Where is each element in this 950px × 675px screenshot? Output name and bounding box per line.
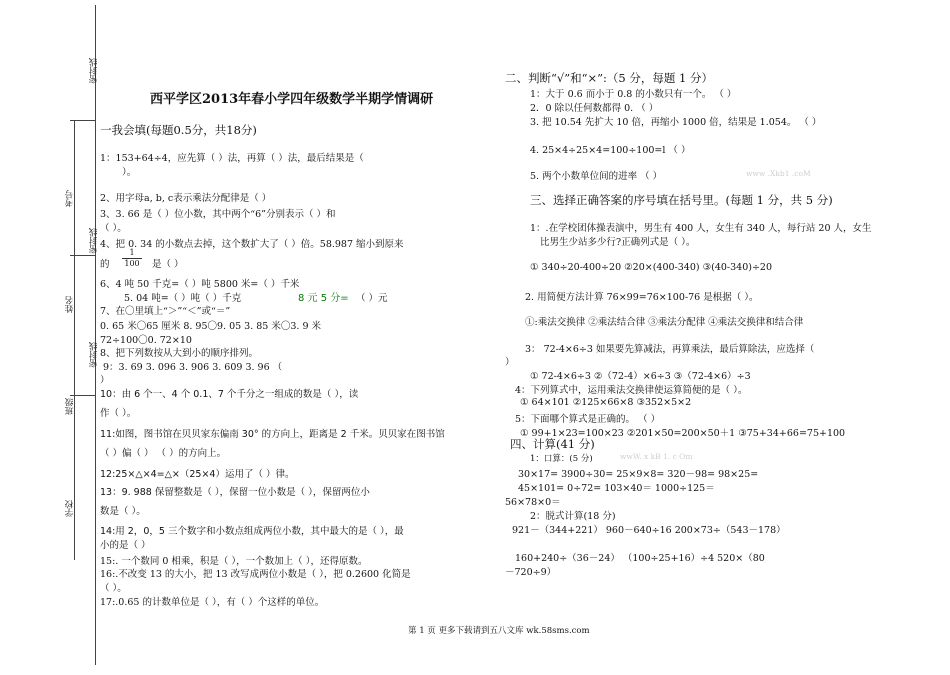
question-line: 14:用 2，0，5 三个数字和小数点组成两位小数，其中最大的是（ ），最: [100, 526, 404, 537]
judge-item: 3. 把 10.54 先扩大 10 倍，再缩小 1000 倍，结果是 1.054。 （ ）: [530, 117, 822, 128]
judge-item: 1：大于 0.6 而小于 0.8 的小数只有一个。 （ ）: [530, 89, 737, 100]
fraction-numerator: 1: [129, 248, 135, 257]
step-calc-row: －720÷9）: [505, 567, 557, 578]
page-title: 西平学区2013年春小学四年级数学半期学情调研: [150, 92, 434, 107]
question-line: 的: [100, 259, 110, 270]
choose-line: 1：.在学校团体操表演中，男生有 400 人，女生有 340 人，每行站 20 人，女生: [530, 223, 872, 234]
choose-line: 4：下列算式中，运用乘法交换律使运算简便的是（ ）。: [515, 385, 748, 396]
margin-label-name: 姓名: [65, 296, 75, 313]
watermark: www .Xkb1 .coM: [746, 169, 811, 178]
choose-line: 比男生少站多少行?正确列式是（ ）。: [540, 237, 696, 248]
margin-label-school: 学校: [65, 500, 75, 517]
question-line: 2、用字母a, b, c表示乘法分配律是（ ）: [100, 193, 272, 204]
question-line: 4、把 0. 34 的小数点去掉，这个数扩大了（ ）倍。58.987 缩小到原来: [100, 239, 404, 250]
choose-line: ① 72-4×6÷3 ②（72-4）×6÷3 ③（72-4×6）÷3: [530, 371, 751, 382]
choose-line: ①:乘法交换律 ②乘法结合律 ③乘法分配律 ④乘法交换律和结合律: [525, 317, 804, 328]
step-calc-row: 160+240÷（36－24） （100÷25+16）÷4 520×（80: [515, 553, 765, 564]
question-line: 6、4 吨 50 千克=（ ）吨 5800 米=（ ）千米: [100, 279, 300, 290]
question-line: 9：3. 69 3. 096 3. 906 3. 609 3. 96 （: [103, 362, 283, 373]
question-line: 15:. 一个数同 0 相乘，积是（ ），一个数加上（ ），还得原数。: [100, 556, 368, 567]
question-line: 3、3. 66 是（ ）位小数，其中两个“6”分别表示（ ）和: [100, 209, 336, 220]
oral-calc-row: 30×17= 3900÷30= 25×9×8= 320－98= 98×25=: [518, 469, 759, 480]
question-line: （ ）偏（ ） （ ）的方向上。: [100, 448, 227, 459]
margin-label-seal: 密封线: [89, 58, 99, 84]
choose-line: 3： 72-4×6÷3 如果要先算减法，再算乘法，最后算除法，应选择（: [525, 344, 815, 355]
question-line: （ ）元: [356, 293, 388, 304]
question-line: （ ）。: [100, 223, 127, 234]
section-2-heading: 二、判断“√”和“×”:（5 分，每题 1 分）: [505, 71, 713, 85]
margin-label-seal: 密封线: [89, 228, 99, 254]
choose-line: ① 340÷20-400÷20 ②20×(400-340) ③(40-340)÷20: [530, 262, 773, 273]
binding-line-outer: [95, 5, 96, 665]
choose-line: 2. 用简便方法计算 76×99=76×100-76 是根据（ ）。: [525, 292, 759, 303]
margin-tick: [70, 120, 95, 121]
section-3-heading: 三、选择正确答案的序号填在括号里。(每题 1 分，共 5 分): [530, 193, 833, 207]
watermark: wwW. x kB 1. c Om: [620, 452, 693, 461]
question-line: 16:.不改变 13 的大小，把 13 改写成两位小数是（ ），把 0.2600 化简是: [100, 569, 411, 580]
question-line: 作（ ）。: [100, 408, 137, 419]
choose-line: ① 99+1×23=100×23 ②201×50=200×50＋1 ③75+34+66=75+100: [520, 428, 846, 439]
question-line: 8 元 5 分=: [298, 293, 349, 304]
margin-label-seal: 密封线: [89, 342, 99, 368]
margin-tick: [70, 395, 95, 396]
question-line: 10：由 6 个一、4 个 0.1、7 个千分之一组成的数是（ ），读: [100, 389, 359, 400]
question-line: 1：153+64÷4，应先算（ ）法，再算（ ）法，最后结果是（: [100, 153, 364, 164]
question-line: ）。: [122, 167, 137, 178]
judge-item: 2．0 除以任何数都得 0. （ ）: [530, 103, 659, 114]
question-line: ）: [100, 375, 110, 386]
margin-label-exam-no: 考号: [65, 190, 75, 207]
margin-label-class: 班级: [65, 398, 75, 415]
question-line: 11:如图，图书馆在贝贝家东偏南 30° 的方向上，距离是 2 千米。贝贝家在图书馆: [100, 429, 445, 440]
choose-line: ① 64×101 ②125×66×8 ③352×5×2: [520, 397, 692, 408]
question-line: 8、把下列数按从大到小的顺序排列。: [100, 348, 259, 359]
judge-item: 5. 两个小数单位间的进率 （ ）: [530, 171, 663, 182]
question-line: 7、在〇里填上“＞”“＜”或“＝”: [100, 306, 231, 317]
fraction-denominator: 100: [124, 259, 140, 268]
question-line: 17:.0.65 的计数单位是（ ），有（ ）个这样的单位。: [100, 597, 325, 608]
section-1-heading: 一我会填(每题0.5分，共18分): [100, 123, 257, 137]
choose-line: ）: [505, 357, 515, 368]
step-calc-row: 921－（344+221） 960－640÷16 200×73÷（543－178）: [512, 525, 786, 536]
question-line: （ ）。: [100, 583, 127, 594]
question-line: 12:25×△×4=△×（25×4）运用了（ ）律。: [100, 469, 295, 480]
binding-line-inner: [74, 120, 75, 560]
question-line: 13：9. 988 保留整数是（ ），保留一位小数是（ ），保留两位小: [100, 487, 370, 498]
oral-calc-row: 56×78×0＝: [505, 497, 561, 508]
question-line: 是（ ）: [152, 259, 184, 270]
margin-tick: [70, 255, 95, 256]
oral-calc-row: 45×101= 0÷72= 103×40＝ 1000÷125＝: [518, 483, 715, 494]
section-4-heading: 四、计算(41 分): [510, 437, 595, 451]
page-footer: 第 1 页 更多下载请到五八文库 wk.58sms.com: [408, 626, 590, 636]
question-line: 小的是（ ）: [100, 540, 151, 551]
question-line: 5. 04 吨=（ ）吨（ ）千克: [124, 293, 242, 304]
question-line: 数是（ ）。: [100, 506, 146, 517]
judge-item: 4. 25×4÷25×4=100÷100=l （ ）: [530, 145, 691, 156]
choose-line: 5：下面哪个算式是正确的。 （ ）: [515, 414, 661, 425]
oral-calc-title: 1：口算：(5 分): [530, 454, 593, 464]
fraction: [122, 248, 142, 269]
step-calc-title: 2：脱式计算(18 分): [530, 511, 616, 522]
question-line: 0. 65 米〇65 厘米 8. 95〇9. 05 3. 85 米〇3. 9 米: [100, 321, 322, 332]
question-line: 72÷100〇0. 72×10: [100, 335, 192, 346]
